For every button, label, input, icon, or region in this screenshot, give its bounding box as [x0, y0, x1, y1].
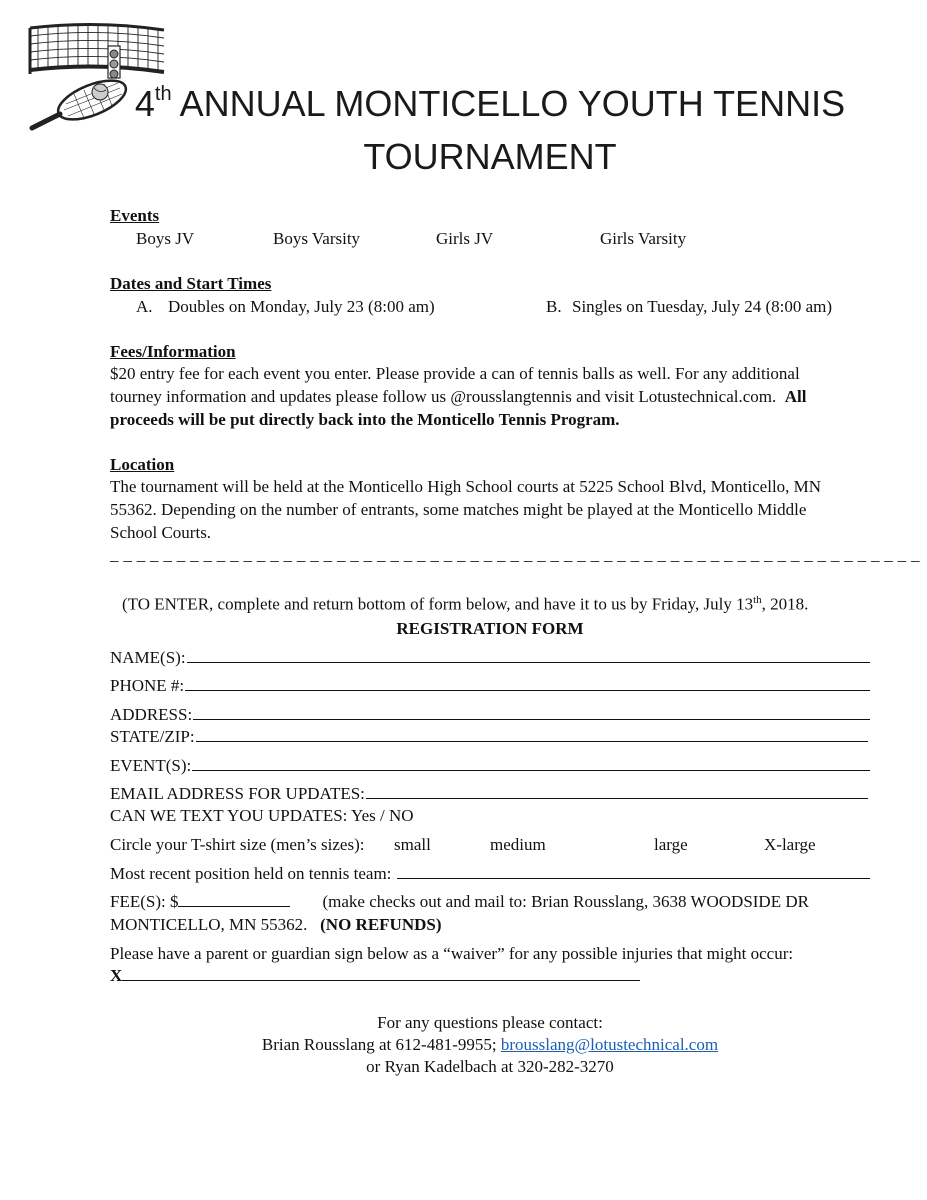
fees-line-2-bold: All: [784, 387, 807, 406]
names-field[interactable]: [187, 647, 870, 663]
fee-address-text: MONTICELLO, MN 55362.: [110, 915, 308, 934]
entry-note-text: (TO ENTER, complete and return bottom of form below, and have it to us by Friday, July 13: [122, 594, 754, 614]
contact-ryan: or Ryan Kadelbach at 320-282-3270: [366, 1057, 614, 1076]
waiver-text: Please have a parent or guardian sign below as a “waiver” for any possible injuries that might occur:: [110, 944, 794, 963]
events-row: [110, 754, 870, 777]
contact-intro: For any questions please contact:: [377, 1013, 603, 1032]
email-label: EMAIL ADDRESS FOR UPDATES:: [110, 784, 365, 803]
date-b-marker: B.: [546, 297, 562, 316]
address-field[interactable]: [193, 704, 870, 720]
date-a-marker: A.: [136, 297, 153, 316]
tshirt-size-xlarge[interactable]: X-large: [764, 835, 816, 854]
registration-form-title: REGISTRATION FORM: [396, 619, 584, 638]
fee-field[interactable]: [178, 891, 290, 907]
tshirt-size-medium[interactable]: medium: [490, 835, 546, 854]
fees-line-2-text: tourney information and updates please follow us @rousslangtennis and visit Lotustechnical.com.: [110, 387, 777, 406]
fee-row: [110, 890, 870, 913]
events-heading: Events: [110, 206, 160, 225]
cut-line: _ _ _ _ _ _ _ _ _ _ _ _ _ _ _ _ _ _ _ _ _ _ _ _ _ _ _ _ _ _ _ _ _ _ _ _ _ _ _ _ _ _ _ _ _ _ _ _ _ _ _ _ _ _ _ _ _ _ _ _ _: [110, 545, 920, 564]
event-girls-varsity: Girls Varsity: [600, 229, 687, 248]
entry-note: [122, 589, 808, 616]
entry-note-sup: th: [753, 594, 762, 606]
no-refunds-text: (NO REFUNDS): [320, 915, 442, 934]
contact-brian-email-link[interactable]: brousslang@lotustechnical.com: [500, 1035, 719, 1054]
names-row: [110, 646, 870, 669]
title-line-1: ANNUAL MONTICELLO YOUTH TENNIS: [179, 83, 846, 124]
fees-line-3: proceeds will be put directly back into the Monticello Tennis Program.: [110, 410, 620, 429]
event-boys-jv: Boys JV: [136, 229, 195, 248]
address-row: [110, 703, 870, 726]
date-a-text: Doubles on Monday, July 23 (8:00 am): [168, 297, 435, 316]
signature-row: [110, 964, 640, 987]
tshirt-size-large[interactable]: large: [654, 835, 688, 854]
position-label: Most recent position held on tennis team:: [110, 864, 392, 883]
fees-line-2: [110, 385, 806, 408]
signature-field[interactable]: [122, 965, 640, 981]
dates-heading: Dates and Start Times: [110, 274, 272, 293]
tshirt-size-small[interactable]: small: [394, 835, 431, 854]
fee-note: (make checks out and mail to: Brian Rousslang, 3638 WOODSIDE DR: [322, 892, 809, 911]
location-line-2: 55362. Depending on the number of entrants, some matches might be played at the Monticello Middle: [110, 500, 807, 519]
statezip-label: STATE/ZIP:: [110, 727, 195, 746]
address-label: ADDRESS:: [110, 705, 193, 724]
date-b-text: Singles on Tuesday, July 24 (8:00 am): [572, 297, 833, 316]
email-row: [110, 782, 868, 805]
fees-heading: Fees/Information: [110, 342, 236, 361]
entry-note-end: , 2018.: [761, 594, 809, 614]
position-row: [110, 862, 870, 885]
title-line-2: TOURNAMENT: [363, 136, 617, 177]
fee-address-line: [110, 913, 442, 936]
fees-line-1: $20 entry fee for each event you enter. Please provide a can of tennis balls as well. For any additional: [110, 364, 800, 383]
page-title-line-2: [130, 131, 850, 183]
text-updates-question: CAN WE TEXT YOU UPDATES: Yes / NO: [110, 806, 414, 825]
page-title: [130, 78, 850, 130]
title-number: 4: [134, 83, 155, 124]
events-label: EVENT(S):: [110, 756, 192, 775]
phone-field[interactable]: [185, 675, 870, 691]
phone-row: [110, 674, 870, 697]
title-ordinal: th: [154, 83, 172, 105]
signature-x: X: [110, 966, 123, 985]
position-field[interactable]: [397, 863, 870, 879]
statezip-row: [110, 725, 868, 748]
tshirt-label: Circle your T-shirt size (men’s sizes):: [110, 835, 365, 854]
location-line-1: The tournament will be held at the Monticello High School courts at 5225 School Blvd, Monticello, MN: [110, 477, 822, 496]
event-boys-varsity: Boys Varsity: [273, 229, 361, 248]
phone-label: PHONE #:: [110, 676, 185, 695]
contact-brian-text: Brian Rousslang at 612-481-9955;: [261, 1035, 497, 1054]
location-heading: Location: [110, 455, 175, 474]
fee-label: FEE(S): $: [110, 892, 179, 911]
contact-brian: [110, 1033, 870, 1056]
event-girls-jv: Girls JV: [436, 229, 494, 248]
location-line-3: School Courts.: [110, 523, 212, 542]
email-field[interactable]: [366, 783, 868, 799]
events-field[interactable]: [192, 755, 870, 771]
statezip-field[interactable]: [196, 726, 868, 742]
names-label: NAME(S):: [110, 648, 186, 667]
